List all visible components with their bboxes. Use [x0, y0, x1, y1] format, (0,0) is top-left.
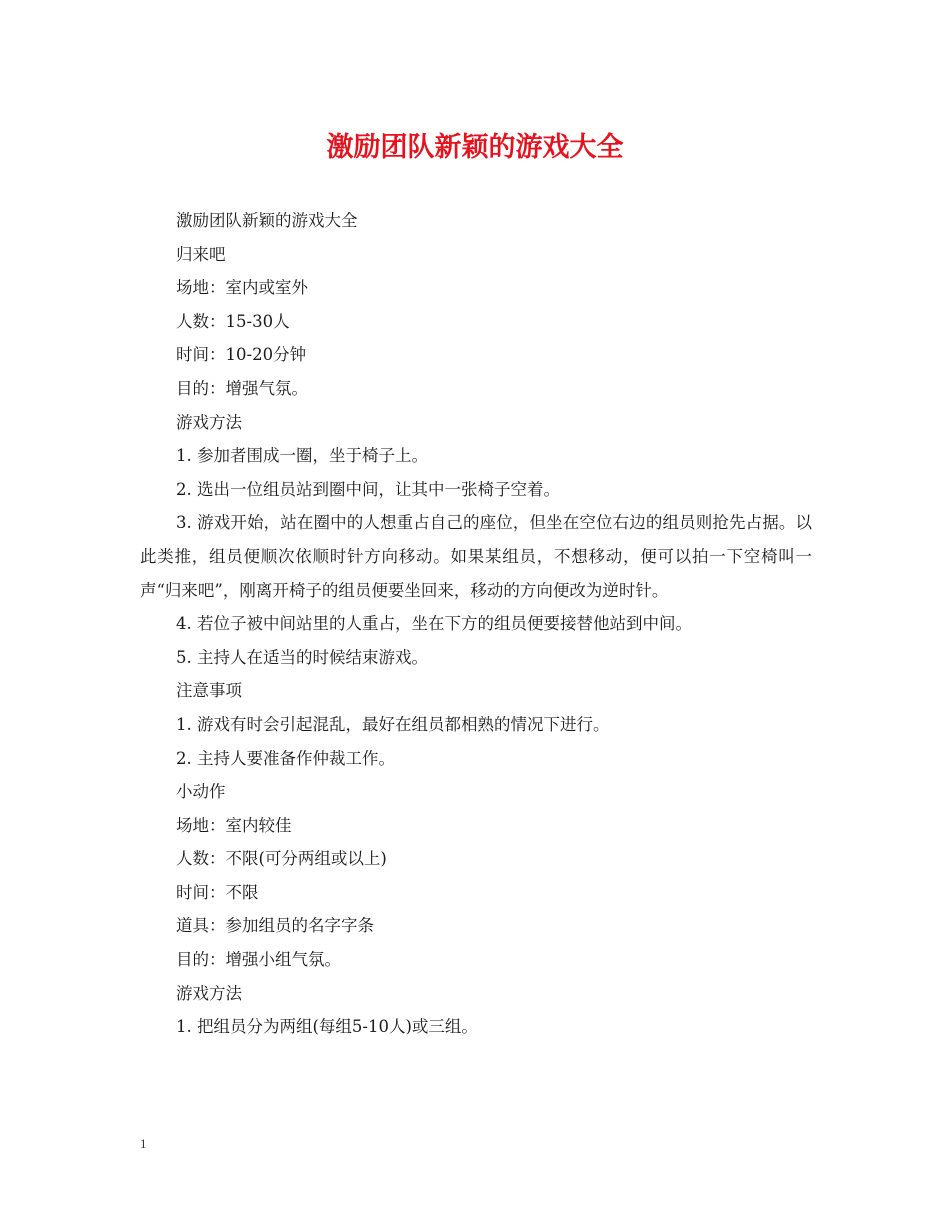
section-heading: 游戏方法 — [176, 412, 242, 432]
paragraph: 场地：室内较佳 — [176, 815, 292, 835]
paragraph: 激励团队新颖的游戏大全 — [176, 211, 358, 230]
list-item: 5. 主持人在适当的时候结束游戏。 — [176, 647, 428, 667]
section-heading: 小动作 — [176, 782, 226, 802]
list-item: 1. 参加者围成一圈，坐于椅子上。 — [176, 446, 428, 466]
paragraph: 时间：不限 — [176, 882, 259, 902]
paragraph: 目的：增强小组气氛。 — [176, 950, 341, 970]
list-item: 1. 把组员分为两组(每组5-10人)或三组。 — [176, 1017, 478, 1037]
paragraph: 目的：增强气氛。 — [176, 378, 308, 398]
list-item: 4. 若位子被中间站里的人重占，坐在下方的组员便要接替他站到中间。 — [176, 614, 692, 634]
list-item: 3. 游戏开始，站在圈中的人想重占自己的座位，但坐在空位右边的组员则抢先占据。以此类推，组员便顺次依顺时针方向移动。如果某组员，不想移动，便可以拍一下空椅叫一声“归来吧”，刚离开椅子的组员便要坐回来，移动的方向便改为逆时针。 — [140, 513, 812, 600]
page-number: 1 — [140, 1136, 147, 1151]
paragraph: 道具：参加组员的名字字条 — [176, 916, 374, 936]
section-heading: 注意事项 — [176, 681, 242, 701]
section-heading: 游戏方法 — [176, 983, 242, 1003]
list-item: 1. 游戏有时会引起混乱，最好在组员都相熟的情况下进行。 — [176, 714, 610, 734]
document-body — [140, 204, 812, 1044]
paragraph: 场地：室内或室外 — [176, 278, 308, 298]
paragraph: 时间：10-20分钟 — [176, 345, 307, 365]
section-heading: 归来吧 — [176, 244, 226, 264]
list-item: 2. 主持人要准备作仲裁工作。 — [176, 748, 395, 768]
document-title: 激励团队新颖的游戏大全 — [326, 132, 624, 163]
paragraph: 人数：不限(可分两组或以上) — [176, 849, 387, 869]
paragraph: 人数：15-30人 — [176, 311, 290, 331]
list-item: 2. 选出一位组员站到圈中间，让其中一张椅子空着。 — [176, 479, 560, 499]
